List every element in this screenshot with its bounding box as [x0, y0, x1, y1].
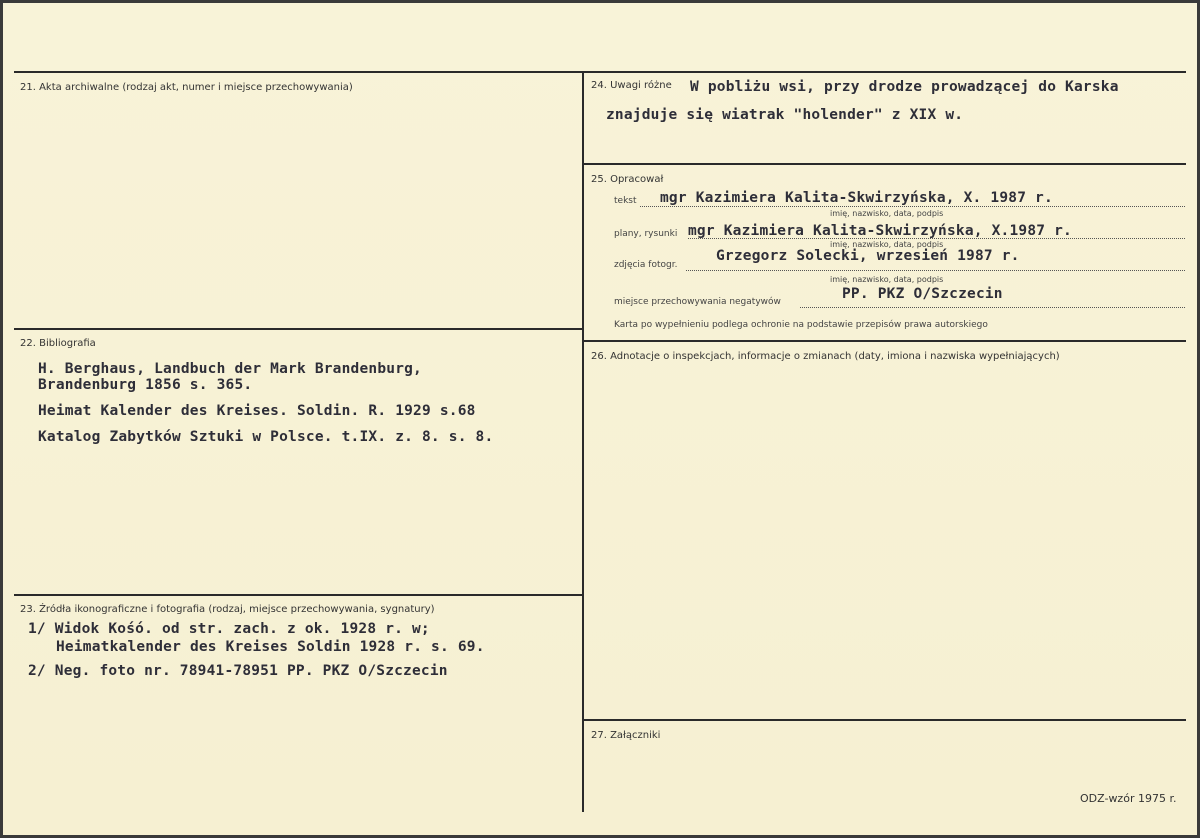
bibliography-entry: Brandenburg 1856 s. 365.	[38, 377, 253, 393]
zdjecia-caption: imię, nazwisko, data, podpis	[830, 275, 944, 284]
section-25-label: 25. Opracował	[591, 174, 664, 185]
section-21-label: 21. Akta archiwalne (rodzaj akt, numer i miejsce przechowywania)	[20, 82, 353, 93]
negatywy-dotted-line	[800, 307, 1185, 308]
top-rule	[14, 71, 1186, 73]
tekst-caption: imię, nazwisko, data, podpis	[830, 209, 944, 218]
tekst-dotted-line	[640, 206, 1185, 207]
center-divider	[582, 72, 584, 812]
iconography-entry: 2/ Neg. foto nr. 78941-78951 PP. PKZ O/Szczecin	[28, 663, 448, 679]
right-rule-1	[584, 163, 1186, 165]
left-rule-2	[14, 594, 582, 596]
plany-label: plany, rysunki	[614, 229, 678, 239]
right-rule-2	[584, 340, 1186, 342]
section-26-label: 26. Adnotacje o inspekcjach, informacje o zmianach (daty, imiona i nazwiska wypełniających)	[591, 351, 1060, 362]
bibliography-entry: Katalog Zabytków Sztuki w Polsce. t.IX. z. 8. s. 8.	[38, 429, 494, 445]
iconography-entry: 1/ Widok Kośó. od str. zach. z ok. 1928 r. w;	[28, 621, 430, 637]
negatywy-label: miejsce przechowywania negatywów	[614, 297, 781, 307]
tekst-value: mgr Kazimiera Kalita-Skwirzyńska, X. 1987 r.	[660, 190, 1053, 206]
section-27-label: 27. Załączniki	[591, 730, 661, 741]
plany-value: mgr Kazimiera Kalita-Skwirzyńska, X.1987 r.	[688, 223, 1072, 239]
zdjecia-label: zdjęcia fotogr.	[614, 260, 678, 270]
zdjecia-dotted-line	[686, 270, 1185, 271]
remarks-line-2: znajduje się wiatrak "holender" z XIX w.	[606, 107, 964, 123]
bibliography-entry: Heimat Kalender des Kreises. Soldin. R. 1929 s.68	[38, 403, 476, 419]
plany-caption: imię, nazwisko, data, podpis	[830, 240, 944, 249]
negatywy-value: PP. PKZ O/Szczecin	[842, 286, 1003, 302]
copyright-note: Karta po wypełnieniu podlega ochronie na podstawie przepisów prawa autorskiego	[614, 320, 988, 330]
iconography-entry: Heimatkalender des Kreises Soldin 1928 r. s. 69.	[56, 639, 485, 655]
remarks-line-1: W pobliżu wsi, przy drodze prowadzącej do Karska	[690, 79, 1119, 95]
left-rule-1	[14, 328, 582, 330]
zdjecia-value: Grzegorz Solecki, wrzesień 1987 r.	[716, 248, 1020, 264]
right-rule-3	[584, 719, 1186, 721]
tekst-label: tekst	[614, 196, 637, 206]
section-22-label: 22. Bibliografia	[20, 338, 96, 349]
bibliography-entry: H. Berghaus, Landbuch der Mark Brandenburg,	[38, 361, 422, 377]
section-24-label: 24. Uwagi różne	[591, 80, 672, 91]
form-template-id: ODZ-wzór 1975 r.	[1080, 792, 1177, 805]
section-23-label: 23. Źródła ikonograficzne i fotografia (rodzaj, miejsce przechowywania, sygnatury)	[20, 604, 435, 615]
